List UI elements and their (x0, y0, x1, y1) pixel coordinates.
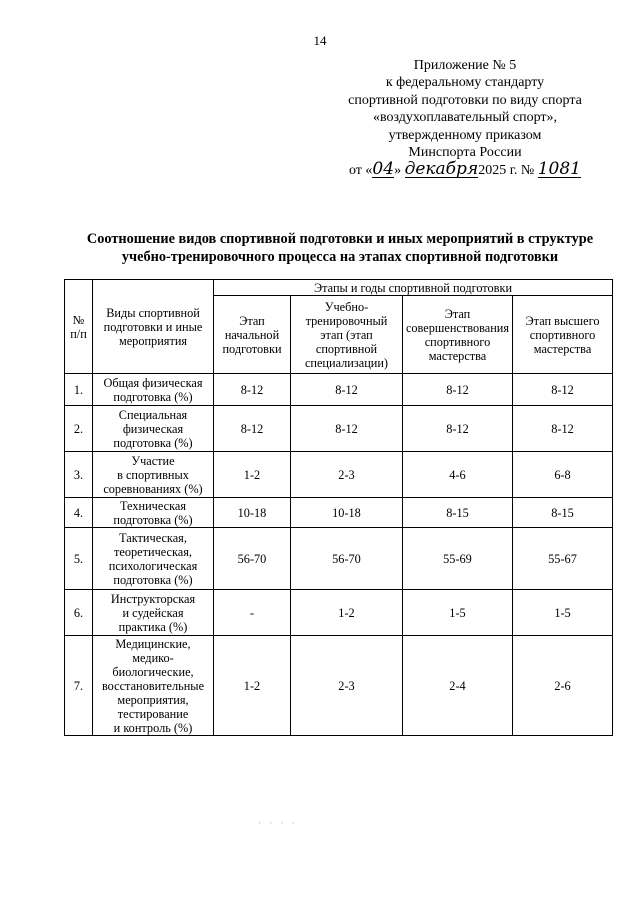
appendix-line: Приложение № 5 (413, 58, 517, 73)
stage-label-line: спортивного (529, 327, 596, 342)
row-number: 7. (65, 636, 93, 736)
row-value-cell: 8-12 (214, 406, 291, 452)
header-stage (403, 296, 513, 374)
row-value-cell: 8-12 (403, 406, 513, 452)
row-label-line: подготовка (%) (113, 389, 193, 404)
header-activity-line: мероприятия (118, 333, 188, 348)
order-month-handwritten: декабря (404, 159, 479, 180)
row-value-cell: 4-6 (403, 452, 513, 498)
row-label-line: Медицинские, (115, 636, 191, 651)
stage-label-line: совершенствования (405, 320, 510, 335)
row-value-cell: 8-12 (403, 374, 513, 406)
row-label-line: подготовка (%) (113, 435, 193, 450)
row-value-cell: 56-70 (214, 528, 291, 590)
row-label-line: и судейская (122, 605, 184, 620)
order-date-line (340, 161, 590, 179)
header-stages-group: Этапы и годы спортивной подготовки (214, 280, 613, 296)
stage-label-line: мастерства (533, 341, 592, 356)
row-activity-label (93, 498, 214, 528)
row-value-cell: 1-5 (513, 590, 613, 636)
table-row (65, 590, 613, 636)
row-number: 1. (65, 374, 93, 406)
table-row (65, 636, 613, 736)
stage-label-line: Учебно- (324, 299, 369, 314)
order-mid: » (394, 163, 405, 179)
row-label-line: Техническая (120, 498, 186, 513)
row-value-cell: - (214, 590, 291, 636)
row-label-line: подготовка (%) (113, 512, 193, 527)
row-value-cell: 8-12 (291, 406, 403, 452)
stage-label-line: Этап (444, 306, 471, 321)
table-row (65, 452, 613, 498)
row-number: 2. (65, 406, 93, 452)
row-value-cell: 2-6 (513, 636, 613, 736)
order-day-handwritten: 04 (372, 159, 395, 180)
appendix-block (340, 57, 590, 180)
header-stage (513, 296, 613, 374)
row-number: 6. (65, 590, 93, 636)
stage-label-line: специализации) (304, 355, 389, 370)
stage-label-line: этап (этап (320, 327, 373, 342)
row-label-line: в спортивных (117, 467, 189, 482)
row-value-cell: 56-70 (291, 528, 403, 590)
row-label-line: соревнованиях (%) (103, 481, 203, 496)
appendix-line: спортивной подготовки по виду спорта (348, 92, 582, 108)
row-value-cell: 55-67 (513, 528, 613, 590)
row-label-line: мероприятия, (117, 692, 189, 707)
table-row (65, 406, 613, 452)
appendix-line: «воздухоплавательный спорт», (372, 110, 558, 126)
row-activity-label (93, 590, 214, 636)
header-activity-type (93, 280, 214, 374)
row-value-cell: 2-4 (403, 636, 513, 736)
row-activity-label (93, 528, 214, 590)
row-value-cell: 1-2 (214, 636, 291, 736)
row-value-cell: 1-2 (214, 452, 291, 498)
document-title (60, 230, 620, 266)
header-activity-line: Виды спортивной (106, 305, 200, 320)
row-value-cell: 8-15 (403, 498, 513, 528)
row-value-cell: 2-3 (291, 452, 403, 498)
training-ratio-table (64, 279, 613, 736)
row-label-line: Специальная (118, 407, 188, 422)
order-number-handwritten: 1081 (537, 159, 581, 180)
row-value-cell: 6-8 (513, 452, 613, 498)
row-value-cell: 10-18 (291, 498, 403, 528)
order-prefix: от « (348, 163, 373, 179)
row-activity-label (93, 636, 214, 736)
header-number-line: п/п (70, 326, 87, 341)
row-label-line: медико- (132, 650, 174, 665)
table-row (65, 528, 613, 590)
title-line: Соотношение видов спортивной подготовки и иных мероприятий в структуре (86, 231, 594, 247)
row-value-cell: 8-12 (513, 406, 613, 452)
header-activity-line: подготовки и иные (103, 319, 203, 334)
row-label-line: Участие (131, 453, 175, 468)
row-label-line: восстановительные (101, 678, 205, 693)
table-row (65, 498, 613, 528)
header-number (65, 280, 93, 374)
row-label-line: теоретическая, (114, 544, 192, 559)
stage-label-line: тренировочный (305, 313, 388, 328)
stage-label-line: спортивной (315, 341, 378, 356)
row-label-line: практика (%) (118, 619, 188, 634)
appendix-line: Минспорта России (408, 145, 522, 161)
appendix-line: утвержденному приказом (388, 127, 542, 143)
row-label-line: тестирование (117, 706, 189, 721)
stage-label-line: начальной (224, 327, 280, 342)
row-number: 4. (65, 498, 93, 528)
row-number: 3. (65, 452, 93, 498)
stage-label-line: Этап высшего (525, 313, 600, 328)
title-line: учебно-тренировочного процесса на этапах спортивной подготовки (121, 249, 559, 265)
stage-label-line: Этап (239, 313, 265, 328)
row-label-line: и контроль (%) (113, 720, 193, 735)
row-label-line: Инструкторская (110, 591, 196, 606)
order-year: 2025 г. № (478, 163, 535, 179)
page-number: 14 (313, 33, 327, 48)
header-stage (291, 296, 403, 374)
row-label-line: подготовка (%) (113, 572, 193, 587)
row-label-line: Тактическая, (119, 530, 187, 545)
row-activity-label (93, 452, 214, 498)
row-value-cell: 8-12 (291, 374, 403, 406)
row-value-cell: 55-69 (403, 528, 513, 590)
row-value-cell: 8-12 (214, 374, 291, 406)
header-number-line: № (72, 312, 85, 327)
row-value-cell: 2-3 (291, 636, 403, 736)
table-row (65, 374, 613, 406)
row-value-cell: 8-12 (513, 374, 613, 406)
row-activity-label (93, 406, 214, 452)
scan-marks: · · · · (258, 818, 298, 828)
stage-label-line: спортивного (424, 334, 491, 349)
appendix-line: к федеральному стандарту (385, 75, 545, 91)
row-label-line: Общая физическая (103, 375, 203, 390)
row-value-cell: 1-2 (291, 590, 403, 636)
row-number: 5. (65, 528, 93, 590)
row-value-cell: 8-15 (513, 498, 613, 528)
row-value-cell: 1-5 (403, 590, 513, 636)
header-stage (214, 296, 291, 374)
stage-label-line: мастерства (428, 348, 487, 363)
row-activity-label (93, 374, 214, 406)
row-label-line: биологические, (112, 664, 194, 679)
row-value-cell: 10-18 (214, 498, 291, 528)
stage-label-line: подготовки (222, 341, 282, 356)
row-label-line: физическая (122, 421, 184, 436)
row-label-line: психологическая (108, 558, 198, 573)
